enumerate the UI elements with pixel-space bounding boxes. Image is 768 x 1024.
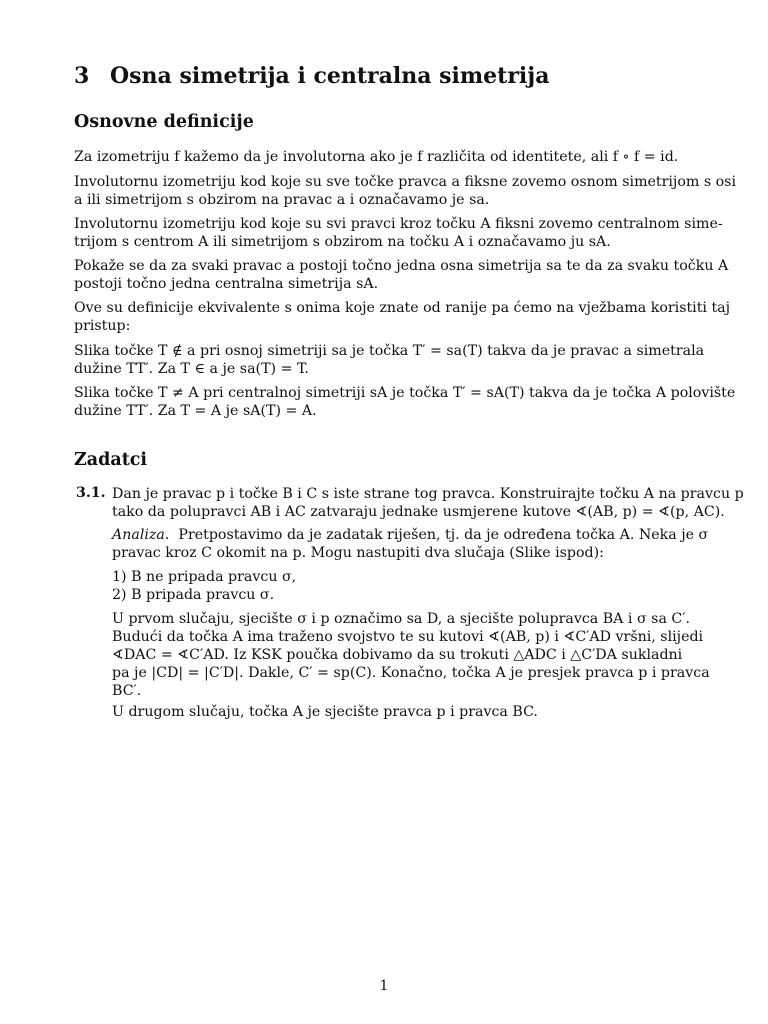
paragraph-line: dužine TT′. Za T ∈ a je sa(T) = T. — [74, 361, 309, 377]
paragraph-line: Involutornu izometriju kod koje su sve točke pravca a fiksne zovemo osnom simetrijom s osi — [74, 174, 736, 190]
analysis-text: Pretpostavimo da je zadatak riješen, tj. da je određena točka A. Neka je σ — [178, 527, 709, 543]
paragraph-line: postoji točno jedna centralna simetrija sA. — [74, 276, 379, 292]
paragraph-line: BC′. — [112, 683, 142, 699]
exercise-cases-list — [112, 568, 696, 604]
definition-paragraph-4 — [74, 257, 729, 293]
section-number: 3 — [74, 63, 90, 89]
case-item: 1) B ne pripada pravcu σ, — [112, 569, 297, 585]
section-title-text: Osna simetrija i centralna simetrija — [110, 63, 550, 89]
paragraph-line: Pokaže se da za svaki pravac a postoji točno jedna osna simetrija sa te da za svaku točku A — [74, 258, 729, 274]
definition-paragraph-7 — [74, 384, 736, 420]
definition-paragraph-1 — [74, 148, 696, 166]
paragraph-line: Involutornu izometriju kod koje su svi pravci kroz točku A fiksni zovemo centralnom sime- — [74, 216, 723, 232]
definition-paragraph-6 — [74, 342, 705, 378]
paragraph-line: Dan je pravac p i točke B i C s iste strane tog pravca. Konstruirajte točku A na pravcu p — [112, 486, 744, 502]
paragraph-line: pristup: — [74, 318, 131, 334]
paragraph-line: Slika točke T ∉ a pri osnoj simetriji sa je točka T′ = sa(T) takva da je pravac a simetrala — [74, 343, 705, 359]
paragraph-line: a ili simetrijom s obzirom na pravac a i označavamo je sa. — [74, 192, 490, 208]
paragraph-line: pa je |CD| = |C′D|. Dakle, C′ = sp(C). Konačno, točka A je presjek pravca p i pravca — [112, 665, 710, 681]
paragraph-line: trijom s centrom A ili simetrijom s obzirom na točku A i označavamo ju sA. — [74, 234, 611, 250]
exercise-statement — [112, 485, 744, 521]
paragraph-line: U prvom slučaju, sjecište σ i p označimo sa D, a sjecište polupravca BA i σ sa C′. — [112, 611, 691, 627]
paragraph-line: Budući da točka A ima traženo svojstvo te su kutovi ∢(AB, p) i ∢C′AD vršni, slijedi — [112, 629, 704, 645]
paragraph-line: pravac kroz C okomit na p. Mogu nastupiti dva slučaja (Slike ispod): — [112, 545, 604, 561]
exercises-heading: Zadatci — [74, 450, 148, 470]
page-number: 1 — [379, 978, 389, 994]
paragraph-line: Slika točke T ≠ A pri centralnoj simetriji sA je točka T′ = sA(T) takva da je točka A polovište — [74, 385, 736, 401]
exercise-case-2-solution — [112, 703, 696, 721]
paragraph-line: Ove su definicije ekvivalente s onima koje znate od ranije pa ćemo na vježbama koristiti taj — [74, 300, 731, 316]
definitions-heading: Osnovne definicije — [74, 112, 254, 132]
analysis-first-line — [112, 526, 709, 544]
paragraph-line: ∢DAC = ∢C′AD. Iz KSK poučka dobivamo da su trokuti △ADC i △C′DA sukladni — [112, 647, 683, 663]
paragraph-line: dužine TT′. Za T = A je sA(T) = A. — [74, 403, 317, 419]
case-item: 2) B pripada pravcu σ. — [112, 587, 275, 603]
paragraph-line: U drugom slučaju, točka A je sjecište pravca p i pravca BC. — [112, 704, 538, 720]
paragraph-line: Za izometriju f kažemo da je involutorna ako je f različita od identitete, ali f ∘ f = id. — [74, 149, 679, 165]
analysis-label: Analiza. — [112, 527, 170, 543]
exercise-case-1-solution — [112, 610, 710, 700]
section-title — [74, 63, 549, 89]
paragraph-line: tako da polupravci AB i AC zatvaraju jednake usmjerene kutove ∢(AB, p) = ∢(p, AC). — [112, 504, 725, 520]
definition-paragraph-2 — [74, 173, 736, 209]
exercise-analysis — [112, 526, 709, 562]
definition-paragraph-5 — [74, 299, 731, 335]
definition-paragraph-3 — [74, 215, 723, 251]
exercise-number: 3.1. — [76, 485, 106, 501]
